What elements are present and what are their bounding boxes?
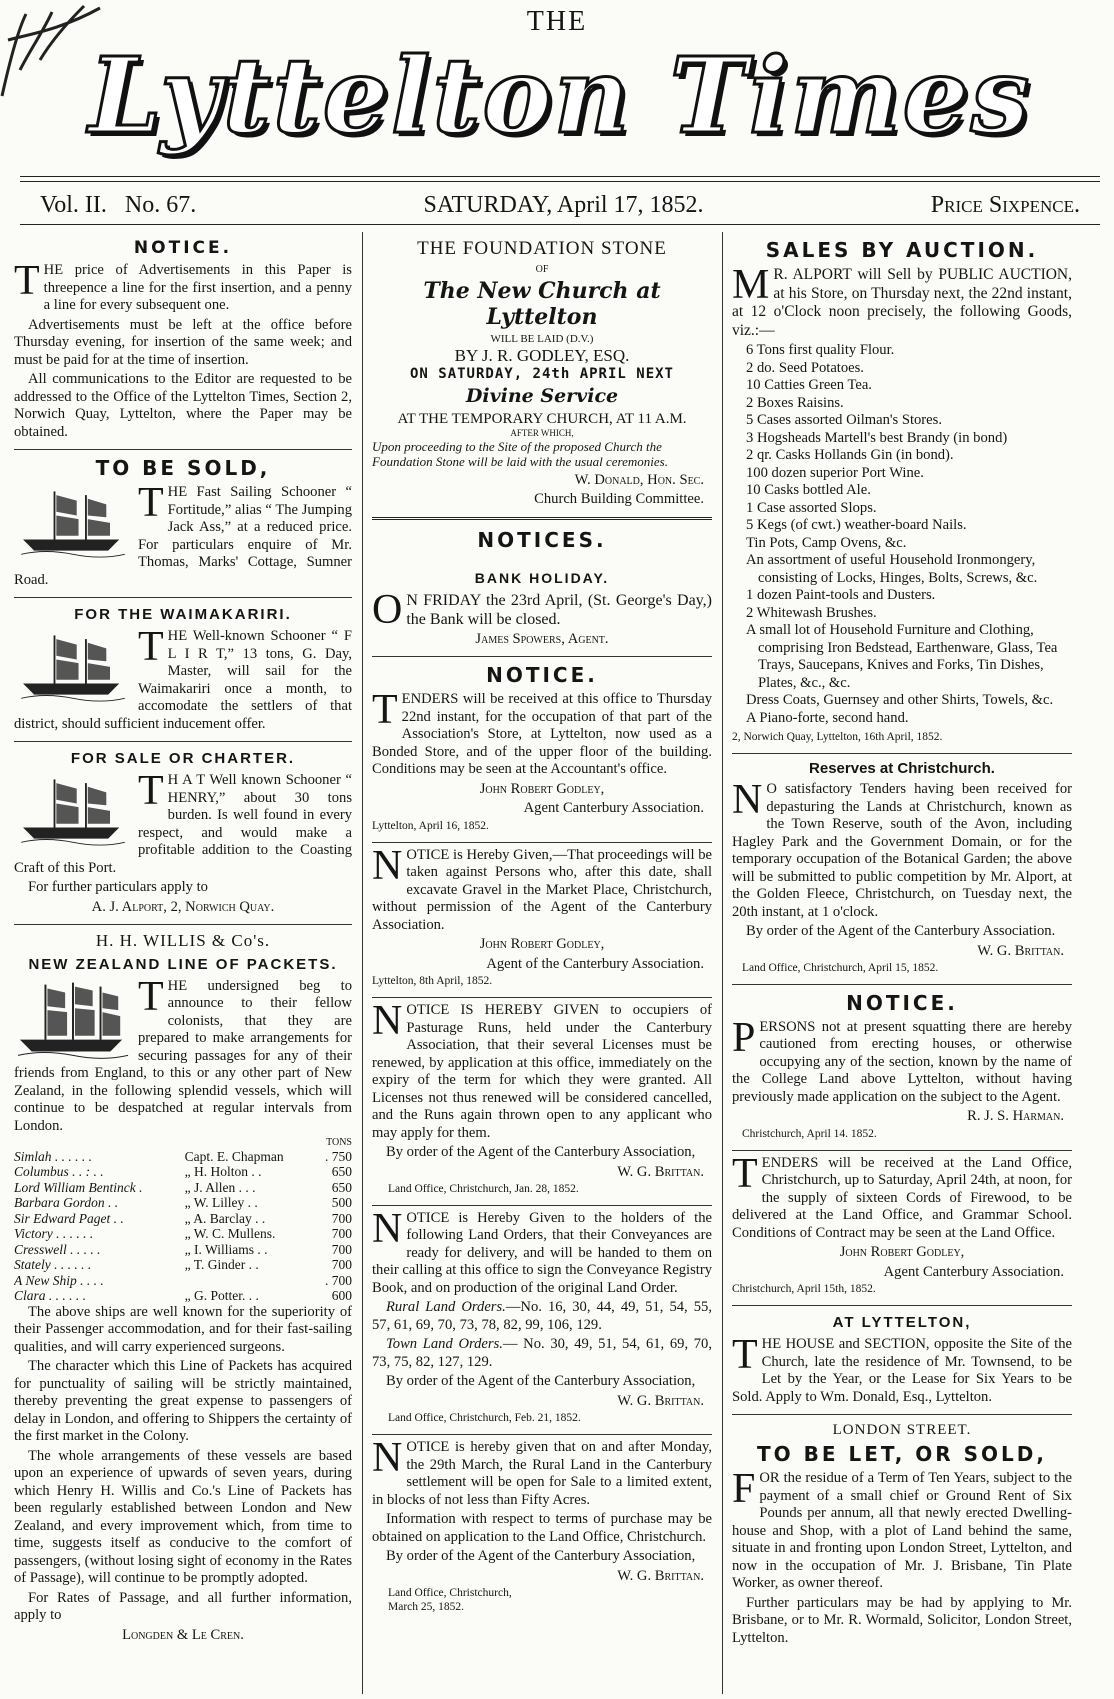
- bank-holiday-signature: James Spowers, Agent.: [475, 630, 609, 647]
- drop-cap: P: [732, 1014, 756, 1061]
- rural-land-text-3: By order of the Agent of the Canterbury Association,: [386, 1548, 696, 1565]
- squatting-text: ERSONS not at present squatting there are hereby cautioned from erecting houses, or otherwise occupying any of the section, known by the name of the College Land above Lyttelton, without having previously made application on the subject to the Agent.: [732, 1018, 1072, 1105]
- pasturage-signature: W. G. Brittan.: [617, 1163, 704, 1180]
- tenders-signature-1: John Robert Godley,: [479, 780, 605, 797]
- willis-text-5: For Rates of Passage, and all further information, apply to: [14, 1589, 352, 1624]
- london-street-heading: LONDON STREET.: [832, 1422, 972, 1439]
- list-item: An assortment of useful Household Ironmongery, consisting of Locks, Hinges, Bolts, Screws, &c.: [746, 552, 1038, 586]
- willis-text-2: The above ships are well known for the superiority of their Passenger accommodation, and for their fast-sailing qualities, and will carry experienced surgeons.: [14, 1303, 352, 1355]
- ad-london-street: [732, 1415, 1072, 1655]
- firewood-footer: Christchurch, April 15th, 1852.: [732, 1283, 876, 1296]
- london-street-text-2: Further particulars may be had by applying to Mr. Brisbane, or to Mr. R. Wormald, Solicitor, London Street, Lyttelton.: [732, 1594, 1072, 1646]
- dateline: [40, 192, 1080, 219]
- auction-goods-list: [732, 342, 1072, 727]
- drop-cap: T: [732, 1332, 758, 1379]
- land-orders-text: OTICE is Hereby Given to the holders of the following Land Orders, that their Conveyances are ready for delivery, and will be handed to them on their calling at this office to sign the Conveyance Registry Book, and on production of the original Land Order.: [372, 1209, 712, 1296]
- drop-cap: T: [138, 624, 164, 671]
- reserves-signature: W. G. Brittan.: [977, 942, 1064, 959]
- notice-text-1: HE price of Advertisements in this Paper is threepence a line for the first insertion, and a penny a line for every subsequent one.: [43, 262, 352, 314]
- list-item: Tin Pots, Camp Ovens, &c.: [746, 534, 907, 551]
- reserves-text: O satisfactory Tenders having been received for depasturing the Lands at Christchurch, known as the Town Reserve, south of the Avon, including Hagley Park and the Government Domain, or for the temporary occupation of the Botanical Garden; the above will be submitted to public competition by Mr. Alport, at the Golden Fleece, Christchurch, on Tuesday next, the 20th instant, at 1 o'clock.: [732, 781, 1072, 920]
- foundation-date: ON SATURDAY, 24th APRIL NEXT: [409, 366, 674, 383]
- drop-cap: M: [732, 262, 770, 308]
- table-row: A New Ship . . . . . 700: [14, 1272, 352, 1288]
- town-orders-list: — No. 30, 49, 51, 54, 61, 69, 70, 73, 75, 82, 127, 129.: [372, 1336, 712, 1370]
- drop-cap: O: [372, 586, 403, 633]
- drop-cap: N: [372, 1435, 403, 1482]
- willis-signature: Longden & Le Cren.: [122, 1626, 244, 1643]
- list-item: 10 Casks bottled Ale.: [746, 482, 871, 499]
- tenders-text: ENDERS will be received at this office to Thursday 22nd instant, for the occupation of that part of the Association's Store, at Lyttelton, now used as a Bonded Store, and of the upper floor of the building. Conditions may be seen at the Accountant's office.: [372, 691, 712, 778]
- tenders-footer: Lyttelton, April 16, 1852.: [372, 819, 489, 832]
- firewood-signature-1: John Robert Godley,: [839, 1244, 965, 1261]
- gravel-text: OTICE is Hereby Given,—That proceedings will be taken against Persons who, after this date, shall excavate Gravel in the Market Place, Christchurch, without permission of the Agent of the Canterbury Association.: [372, 846, 712, 933]
- ad-land-orders: [372, 1206, 712, 1435]
- ad-reserves-christchurch: [732, 754, 1072, 985]
- rural-orders-list: —No. 16, 30, 44, 49, 51, 54, 55, 57, 61, 69, 70, 73, 78, 82, 99, 106, 129.: [372, 1299, 712, 1333]
- bank-holiday-text: N FRIDAY the 23rd April, (St. George's Day,) the Bank will be closed.: [406, 591, 712, 628]
- foundation-signature-2: Church Building Committee.: [534, 491, 704, 508]
- rural-land-signature: W. G. Brittan.: [617, 1567, 704, 1584]
- ship-icon: [14, 978, 132, 1062]
- list-item: 100 dozen superior Port Wine.: [746, 464, 924, 481]
- ad-foundation-stone: [372, 232, 712, 520]
- table-row: Lord William Bentinck . „ J. Allen . . . 650: [14, 1179, 352, 1195]
- notice-advertisements: [14, 232, 352, 450]
- foundation-will-be-laid: WILL BE LAID (D.V.): [490, 332, 594, 345]
- ad-to-be-sold: [14, 450, 352, 598]
- rural-land-text-2: Information with respect to terms of purchase may be obtained on application to the Land Office, Christchurch.: [372, 1511, 712, 1545]
- willis-heading: H. H. WILLIS & Co's.: [95, 931, 271, 951]
- list-item: A Piano-forte, second hand.: [746, 709, 909, 726]
- ad-firewood-tenders: [732, 1151, 1072, 1306]
- drop-cap: N: [732, 777, 763, 824]
- reserves-heading: Reserves at Christchurch.: [809, 760, 995, 778]
- notice-heading: NOTICE.: [133, 238, 233, 258]
- town-orders-label: Town Land Orders.: [386, 1336, 503, 1353]
- foundation-after-which: AFTER WHICH,: [510, 427, 574, 438]
- list-item: 3 Hogsheads Martell's best Brandy (in bond): [746, 429, 1008, 446]
- charter-text: H A T Well known Schooner “ HENRY,” about 30 tons burden. Is well found in every respect, and would make a profitable addition to the Coasting Craft of this Port.: [14, 772, 352, 876]
- masthead-rule-top: [20, 176, 1100, 177]
- list-item: 1 Case assorted Slops.: [746, 499, 877, 516]
- ships-table: [14, 1137, 352, 1304]
- foundation-temporary-church: AT THE TEMPORARY CHURCH, AT 11 A.M.: [397, 410, 687, 427]
- charter-signature: A. J. Alport, 2, Norwich Quay.: [91, 898, 275, 915]
- waimakariri-text: HE Well-known Schooner “ F L I R T,” 13 tons, G. Day, Master, will sail for the Waimakariri once a month, to accomodate the settlers of that district, should sufficient inducement offer.: [14, 628, 352, 732]
- willis-text-4: The whole arrangements of these vessels are based upon an experience of upwards of seven years, during which Henry H. Willis and Co.'s Line of Packets has been regularly established between London and New Zealand, and every improvement which, from time to time, suggests itself as conducive to the comfort of passengers, (without losing sight of economy in the Rates of Passage), will continue to be promptly adopted.: [14, 1447, 352, 1587]
- ad-pasturage-notice: [372, 998, 712, 1206]
- masthead-the: THE: [526, 6, 588, 37]
- rural-land-text: OTICE is hereby given that on and after Monday, the 29th March, the Rural Land in the Canterbury settlement will be open for Sale to a limited extent, in blocks of not less than Fifty Acres.: [372, 1439, 712, 1508]
- column-divider-2: [722, 232, 723, 1694]
- charter-text-2: For further particulars apply to: [28, 879, 208, 896]
- willis-text: HE undersigned beg to announce to their fellow colonists, that they are prepared to make arrangements for securing passages for any of their friends from England, to this or any other part of New Zealand, in the following splendid vessels, which will continue to be despatched at regular intervals from London.: [14, 977, 352, 1134]
- auction-heading: SALES BY AUCTION.: [765, 238, 1039, 262]
- masthead-title: Lyttelton Times: [88, 34, 1032, 157]
- drop-cap: T: [14, 258, 40, 305]
- tenders-signature-2: Agent Canterbury Association.: [523, 800, 704, 817]
- dateline-rule: [20, 224, 1100, 225]
- rural-land-footer-2: March 25, 1852.: [388, 1600, 465, 1613]
- list-item: 2 Boxes Raisins.: [746, 394, 844, 411]
- table-row: Stately . . . . . . „ T. Ginder . . 700: [14, 1257, 352, 1273]
- land-orders-footer: Land Office, Christchurch, Feb. 21, 1852.: [388, 1412, 581, 1425]
- to-be-sold-text: HE Fast Sailing Schooner “ Fortitude,” alias “ The Jumping Jack Ass,” at a reduced price. For particulars enquire of Mr. Thomas, Marks' Cottage, Sumner Road.: [14, 484, 352, 588]
- rural-orders-label: Rural Land Orders.: [386, 1299, 506, 1316]
- list-item: 6 Tons first quality Flour.: [746, 342, 895, 359]
- pasturage-text-2: By order of the Agent of the Canterbury Association,: [386, 1144, 696, 1160]
- foundation-title: THE FOUNDATION STONE: [417, 238, 667, 259]
- london-street-subheading: TO BE LET, OR SOLD,: [757, 1442, 1047, 1467]
- table-row: Columbus . . : . . „ H. Holton . . 650: [14, 1164, 352, 1180]
- foundation-signature-1: W. Donald, Hon. Sec.: [574, 471, 704, 488]
- foundation-description: Upon proceeding to the Site of the proposed Church the Foundation Stone will be laid with the usual ceremonies.: [372, 438, 668, 470]
- firewood-text: ENDERS will be received at the Land Office, Christchurch, up to Saturday, April 24th, at noon, for the supply of sixteen Cords of Firewood, to be delivered at the Land Office, and Grammar School. Conditions of Contract may be seen at the Land Office.: [732, 1154, 1072, 1241]
- drop-cap: F: [732, 1466, 756, 1513]
- ad-bank-holiday: [372, 562, 712, 658]
- squatting-heading: NOTICE.: [846, 990, 958, 1015]
- table-row: Clara . . . . . . „ G. Potter. . . 600: [14, 1288, 352, 1304]
- foundation-by: BY J. R. GODLEY, ESQ.: [454, 345, 630, 365]
- squatting-footer: Christchurch, April 14. 1852.: [742, 1127, 877, 1140]
- column-3: [732, 232, 1072, 1692]
- tons-header: TONS: [326, 1137, 352, 1149]
- willis-subheading: NEW ZEALAND LINE OF PACKETS.: [28, 955, 338, 973]
- list-item: 1 dozen Paint-tools and Dusters.: [746, 587, 936, 604]
- foundation-of: OF: [535, 263, 549, 275]
- pasturage-text: OTICE IS HEREBY GIVEN to occupiers of Pasturage Runs, held under the Canterbury Association, that their several Licenses must be renewed, by application at this office, immediately on the expiry of the term for which they were granted. All Licenses not thus renewed will be considered cancelled, and the Runs again thrown open to any applicant who may apply for them.: [372, 1002, 712, 1141]
- london-street-text: OR the residue of a Term of Ten Years, subject to the payment of a small chief or Ground Rent of Six Pounds per annum, all that newly erected Dwelling-house and Shop, with a plot of Land behind the same, situate in and fronting upon London Street, Lyttelton, and now in the occupation of Mr. J. Brisbane, Tin Plate Worker, as owner thereof.: [732, 1470, 1072, 1592]
- reserves-footer: Land Office, Christchurch, April 15, 1852.: [742, 962, 939, 975]
- table-row: Sir Edward Paget . . „ A. Barclay . . 700: [14, 1210, 352, 1226]
- to-be-sold-heading: TO BE SOLD,: [95, 456, 271, 481]
- notices-heading: NOTICES.: [477, 527, 607, 552]
- drop-cap: T: [372, 687, 398, 734]
- charter-heading: FOR SALE OR CHARTER.: [70, 750, 296, 768]
- gravel-signature-1: John Robert Godley,: [479, 936, 605, 953]
- volume-number: Vol. II. No. 67.: [40, 192, 197, 218]
- column-2: [372, 232, 712, 1692]
- drop-cap: T: [138, 768, 164, 815]
- reserves-text-2: By order of the Agent of the Canterbury Association.: [746, 923, 1056, 940]
- waimakariri-heading: FOR THE WAIMAKARIRI.: [74, 606, 292, 624]
- auction-footer: 2, Norwich Quay, Lyttelton, 16th April, 1852.: [732, 731, 943, 744]
- ship-icon: [14, 628, 132, 702]
- notice-text-3: All communications to the Editor are requested to be addressed to the Office of the Lyttelton Times, Section 2, Norwich Quay, Lyttelton, where the Paper may be obtained.: [14, 371, 352, 440]
- gravel-footer: Lyttelton, 8th April, 1852.: [372, 975, 493, 988]
- ship-icon: [14, 772, 132, 846]
- list-item: 5 Cases assorted Oilman's Stores.: [746, 412, 942, 429]
- ad-squatting-notice: [732, 985, 1072, 1151]
- foundation-church-name: The New Church at Lyttelton: [423, 277, 661, 331]
- bank-holiday-heading: BANK HOLIDAY.: [474, 569, 610, 586]
- ad-lyttelton-house: [732, 1306, 1072, 1415]
- notices-section: [372, 520, 712, 562]
- table-row: Victory . . . . . . „ W. C. Mullens. 700: [14, 1226, 352, 1242]
- list-item: 10 Catties Green Tea.: [746, 377, 872, 394]
- masthead-rule-top-2: [20, 181, 1100, 182]
- ad-tenders-store: [372, 657, 712, 842]
- issue-date: SATURDAY, April 17, 1852.: [423, 192, 704, 218]
- rural-land-footer-1: Land Office, Christchurch,: [388, 1587, 512, 1600]
- list-item: 5 Kegs (of cwt.) weather-board Nails.: [746, 517, 967, 534]
- drop-cap: T: [732, 1150, 758, 1197]
- table-row: Simlah . . . . . . Capt. E. Chapman . 750: [14, 1148, 352, 1164]
- squatting-signature: R. J. S. Harman.: [967, 1108, 1064, 1125]
- lyttelton-house-text: HE HOUSE and SECTION, opposite the Site of the Church, late the residence of Mr. Townsend, to be Let by the Year, or the Lease for Six Years to be Sold. Apply to Wm. Donald, Esq., Lyttelton.: [732, 1336, 1072, 1405]
- ad-willis-packets: [14, 925, 352, 1652]
- ad-sale-or-charter: [14, 742, 352, 925]
- tenders-heading: NOTICE.: [486, 663, 598, 688]
- table-row: Cresswell . . . . . „ I. Williams . . 700: [14, 1241, 352, 1257]
- land-orders-text-2: By order of the Agent of the Canterbury Association,: [386, 1373, 696, 1390]
- auction-text: R. ALPORT will Sell by PUBLIC AUCTION, at his Store, on Thursday next, the 22nd instant, at 12 o'Clock noon precisely, the following Goods, viz.:—: [732, 266, 1072, 339]
- notice-text-2: Advertisements must be left at the office before Thursday evening, for insertion of the same week; and must be paid for at the time of insertion.: [14, 316, 352, 368]
- drop-cap: T: [138, 973, 164, 1020]
- pasturage-footer: Land Office, Christchurch, Jan. 28, 1852.: [388, 1183, 579, 1195]
- gravel-signature-2: Agent of the Canterbury Association.: [486, 955, 704, 972]
- ad-rural-land: [372, 1435, 712, 1621]
- drop-cap: T: [138, 480, 164, 527]
- drop-cap: N: [372, 842, 403, 889]
- price: Price Sixpence.: [930, 192, 1080, 218]
- list-item: A small lot of Household Furniture and Clothing, comprising Iron Bedstead, Earthenware, Glass, Tea Trays, Saucepans, Knives and Forks, Tin Dishes, Plates, &c., &c.: [746, 622, 1058, 691]
- ship-icon: [14, 484, 132, 558]
- willis-text-3: The character which this Line of Packets has acquired for punctuality of sailing will be strictly maintained, thereby preventing the great expense to passengers of delay in London, and offering to Shippers the certainty of the first market in the Colony.: [14, 1358, 352, 1445]
- firewood-signature-2: Agent Canterbury Association.: [883, 1263, 1064, 1280]
- list-item: Dress Coats, Guernsey and other Shirts, Towels, &c.: [746, 692, 1054, 709]
- ad-waimakariri: [14, 598, 352, 742]
- list-item: 2 qr. Casks Hollands Gin (in bond).: [746, 447, 954, 464]
- drop-cap: N: [372, 998, 403, 1044]
- column-divider-1: [362, 232, 363, 1694]
- drop-cap: N: [372, 1205, 403, 1252]
- lyttelton-house-heading: AT LYTTELTON,: [832, 1314, 972, 1332]
- column-1: [14, 232, 352, 1692]
- list-item: 2 do. Seed Potatoes.: [746, 359, 864, 376]
- land-orders-signature: W. G. Brittan.: [617, 1392, 704, 1409]
- list-item: 2 Whitewash Brushes.: [746, 604, 877, 621]
- table-row: Barbara Gordon . . „ W. Lilley . . 500: [14, 1195, 352, 1211]
- ad-gravel-notice: [372, 843, 712, 998]
- foundation-service: Divine Service: [465, 384, 619, 407]
- ad-sales-by-auction: [732, 232, 1072, 754]
